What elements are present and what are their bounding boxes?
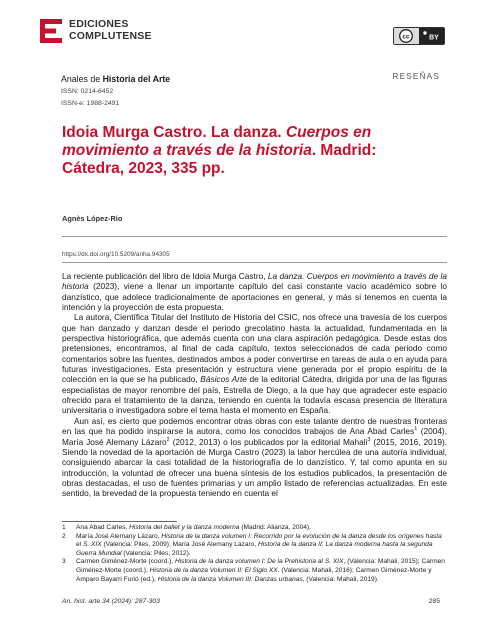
footer-citation: An. hist. arte 34 (2024): 287-303 [62,598,160,605]
issn-block [61,86,119,110]
separator-bottom [62,262,447,263]
footnotes [62,524,447,584]
title-part1: Idoia Murga Castro. La danza. [62,124,286,141]
fn1-b: (Madrid: Alianza, 2004). [239,524,311,531]
p3-text-b: (2004), María José Alemany Lázaro [62,426,447,447]
footnote-2 [62,533,447,559]
p2-italic: Básicos Arte [200,374,247,385]
separator-top [62,236,447,237]
fn1-a: Ana Abad Carles, [76,524,130,531]
publisher-line1: EDICIONES [69,18,129,30]
publisher-name [69,18,152,42]
footnote-text [76,558,447,584]
fn3-i3: Historia de la danza Volumen III: Danzas urbanas [157,575,303,583]
p3-text-d: (2015, 2016, 2019). Siendo la novedad de la aportación de Murga Castro (2023) la labor hercúlea de una autoría individual, consiguiendo abarcar la casi totalidad de la historiografía de lo danzístico. Y, tal como apunta en su introducción, la voluntad de ofrecer una buena síntesis de los estudios publicados, la presentación de obras destacadas, el uso de fuentes primarias y un amplio listado de referencias actualizadas. En este sentido, la brevedad de la propuesta teniendo en cuenta el [62,436,448,499]
p1-italic: La danza. Cuerpos en movimiento a través de la historia [62,271,447,292]
page-number: 285 [428,598,440,605]
issn: ISSN: 0214-6452 [61,88,114,95]
footnote-ref-1[interactable]: 1 [414,426,418,433]
paragraph-1 [62,271,447,312]
journal-name-bold: Historia del Arte [102,74,171,84]
footnote-separator [62,521,177,522]
fn2-b: (Valencia: Piles, 2009); María José Alemany Lázaro, [101,541,259,549]
footnote-ref-2[interactable]: 2 [166,436,170,443]
footnote-text [76,533,447,559]
title-italic: Cuerpos en movimiento a través de la historia [62,124,372,159]
publisher-line2: COMPLUTENSE [69,30,152,42]
fn3-d: , (Valencia: Mahali, 2019). [302,575,379,583]
doi-link[interactable]: https://dx.doi.org/10.5209/anha.94305 [62,251,170,258]
fn2-i2: Historia de la danza II: La danza moderna hasta la segunda Guerra Mundial [76,541,433,557]
review-body [62,271,447,499]
title-part2: . Madrid: Cátedra, 2023, 335 pp. [62,142,377,177]
p2-text-b: de la editorial Cátedra, dirigida por una de las figuras especialistas de mayor renombre del país, Estrella de Diego, a la que hay que agradecer este espacio ofrecido para el tratamiento de la danza, teniendo en cuenta la todavía escasa presencia de literatura universitaria o investigadora sobre el tema hasta el momento en España. [62,374,447,416]
ediciones-complutense-logo-icon [40,19,62,43]
footnote-number: 2 [62,532,66,540]
footnote-number: 1 [62,524,66,531]
paragraph-3 [62,416,447,499]
cc-text: cc [402,33,410,41]
p3-text-c: (2012, 2013) o los publicados por la editorial Mahali [169,436,368,447]
issn-e: ISSN-e: 1988-2491 [61,100,120,107]
fn3-b: , (Valencia: Mahali, 2015); Carmen Giménez-Morte (coord.), [76,558,445,574]
by-text: BY [429,34,439,42]
fn2-a: María José Alemany Lázaro, [76,532,162,540]
fn3-i: Historia de la danza volumen I: De la Prehistoria al S. XIX [174,558,344,566]
author-name: Agnès López-Río [62,214,123,223]
review-title [62,124,432,178]
p3-text-a: Aun así, es cierto que podemos encontrar otras obras con este talante dentro de nuestras fronteras en las que ha podido inspirarse la autora, como los conocidos trabajos de Ana Abad Carles [62,415,447,437]
fn1-i: Historia del ballet y la danza moderna [129,524,240,531]
fn2-i: Historia de la danza volumen I: Recorrido por la evolución de la danza desde los orígenes hasta el S. XIX [76,532,442,549]
creative-commons-icon [394,28,444,44]
footnote-1 [62,524,447,533]
p2-text-a: La autora, Científica Titular del Instituto de Historia del CSIC, nos ofrece una travesía de los cuerpos que han danzado y danzan desde el periodo grecolatino hasta la actualidad, fundamentada en la perspectiva historiográfica, que además cuenta con una clara aspiración pedagógica. Desde estas dos pretensiones, encontramos, al final de cada capítulo, textos seleccionados de cada periodo como comentarios sobre las fuentes, destinados ambos a poder convertirse en tareas de aula o en ayuda para futuras investigaciones. Esta presentación y estructura viene generada por el propio espíritu de la colección en la que se ha publicado, [62,312,447,385]
journal-name [61,74,170,84]
journal-name-prefix: Anales de [61,74,103,84]
paragraph-2 [62,312,447,415]
p1-text-a: La reciente publicación del libro de Idoia Murga Castro, [62,271,268,281]
footnote-text [76,524,447,533]
footnote-3 [62,558,447,584]
section-label: RESEÑAS [392,72,440,81]
footnote-ref-3[interactable]: 3 [367,436,371,443]
cc-by-license-badge[interactable] [393,27,445,45]
fn2-c: (Valencia: Piles, 2012). [121,549,191,557]
footnote-number: 3 [62,558,66,566]
p1-text-b: (2023), viene a llenar un importante capítulo del casi constante vacío académico sobre lo danzístico, que adolece tradicionalmente de aportaciones en general, y más si tenemos en cuenta la intención y la proyección de esta propuesta. [62,281,447,313]
fn3-c: . (Valencia: Mahali, 2016); Carmen Giménez-Morte y Amparo Bayarri Furió (ed.), [76,566,432,583]
fn3-a: Carmen Giménez-Morte (coord.), [76,558,175,566]
fn3-i2: Historia de la danza Volumen II: El Siglo XX [149,566,278,574]
